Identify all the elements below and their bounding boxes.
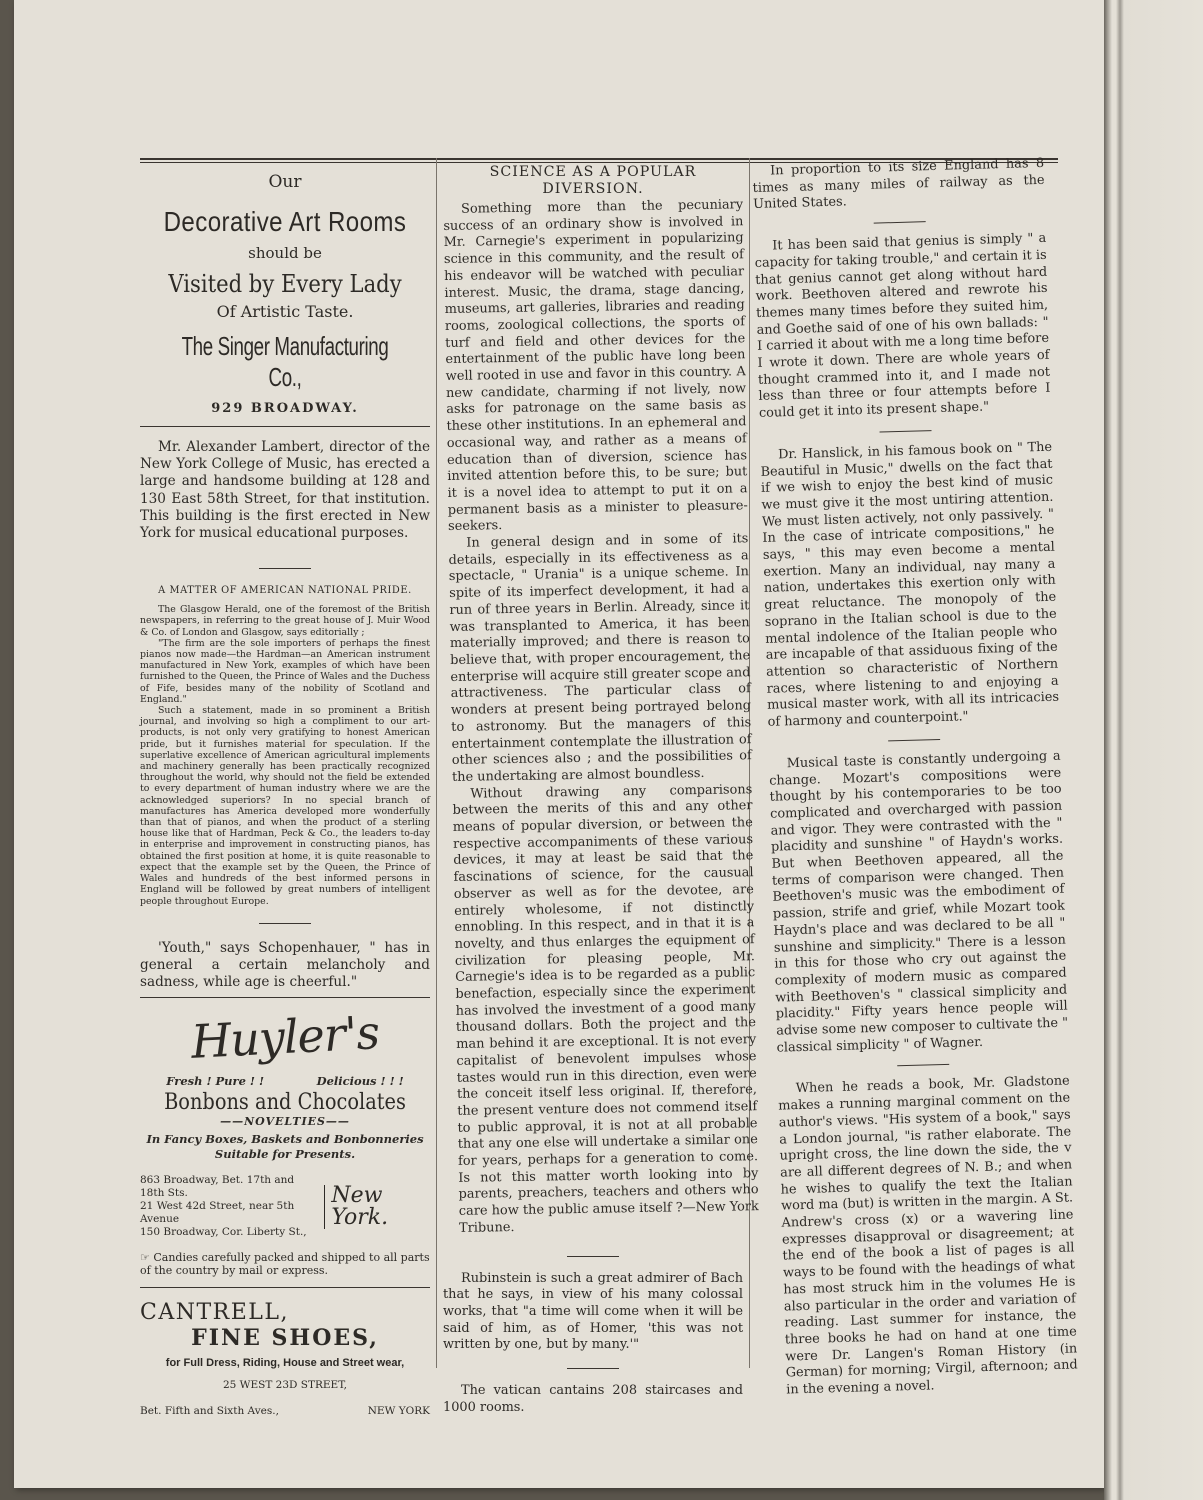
separator <box>888 739 940 741</box>
separator <box>874 221 926 223</box>
huyler-advertisement <box>140 1005 430 1278</box>
huyler-new-york: New York. <box>324 1185 430 1229</box>
ad-should-be: should be <box>248 244 322 262</box>
pride-heading: A MATTER OF AMERICAN NATIONAL PRIDE. <box>158 585 412 597</box>
divider <box>140 426 430 427</box>
ad-artistic-taste: Of Artistic Taste. <box>216 302 354 321</box>
science-paragraph-1: Something more than the pecuniary success of an ordinary show is involved in Mr. Carnegie's experiment in popularizing science in this community, and the result of his endeavor will be watched with peculiar interest. Music, the drama, stage dancing, museums, art galleries, libraries and reading rooms, zoological collections, the sports of turf and field and other devices for the entertainment of the public have long been well rooted in use and favor in this country. A new candidate, charming if not lively, now asks for patronage on the same basis as these other institutions. In an ephemeral and occasional way, and rather as a means of education than of diversion, science has invited attention before this, to be sure; but it is a novel idea to attempt to put it on a permanent basis as a minister to pleasure-seekers. <box>443 197 748 535</box>
science-heading: SCIENCE AS A POPULAR DIVERSION. <box>489 164 697 197</box>
science-article <box>443 197 759 1237</box>
cantrell-location <box>140 1405 430 1417</box>
column-middle <box>443 164 759 1417</box>
ad-visited: Visited by Every Lady <box>168 270 402 298</box>
pride-paragraph-1: The Glasgow Herald, one of the foremost of the British newspapers, in referring to the great house of J. Muir Wood & Co. of London and Glasgow, says editorially ; <box>140 604 430 638</box>
separator <box>259 568 311 569</box>
huyler-logo: Huyler's <box>189 1005 381 1070</box>
science-paragraph-2: In general design and in some of its details, especially in its effectiveness as a spectacle, " Urania" is a unique scheme. In spite of its imperfect development, it had a run of three years in Berlin. Already, since it was transplanted to America, it has been materially improved; and there is reason to believe that, with proper encouragement, the enterprise will acquire still greater scope and attractiveness. The particular class of wonders at present being portrayed belong to astronomy. But the managers of this entertainment contemplate the illustration of other sciences also ; and the possibilities of the undertaking are almost boundless. <box>448 531 752 785</box>
huyler-fancy-boxes: In Fancy Boxes, Baskets and Bonbonneries Suitable for Presents. <box>146 1132 424 1162</box>
huyler-address-2: 21 West 42d Street, near 5th Avenue <box>140 1200 295 1226</box>
schopenhauer-quote: 'Youth," says Schopenhauer, " has in general a certain melancholy and sadness, while age is cheerful." <box>140 939 430 991</box>
genius-article: It has been said that genius is simply " a capacity for taking trouble," and certain it is that genius cannot get along without hard work. Beethoven altered and rewrote his themes many times before they suited him, and Goethe said of one of his own ballads: " I carried it about with me a long time before I wrote it down. There are whole years of thought crammed into it, and I made not less than three or four attempts before I could get it into its present shape." <box>754 230 1051 422</box>
column-divider <box>436 158 437 1368</box>
cantrell-fine-shoes: FINE SHOES, <box>191 1325 379 1352</box>
ad-our: Our <box>268 172 302 192</box>
rubinstein-article: Rubinstein is such a great admirer of Bach that he says, in view of his many colossal works, that "a time will come when it will be said of him, as of Homer, 'this was not written by one, but by many.'" <box>443 1270 743 1353</box>
divider <box>140 997 430 998</box>
huyler-shipping-note: ☞ Candies carefully packed and shipped to all parts of the country by mail or express. <box>140 1251 430 1278</box>
huyler-address-3: 150 Broadway, Cor. Liberty St., <box>140 1226 307 1239</box>
ad-decorative-art: Decorative Art Rooms <box>163 206 407 237</box>
separator <box>897 1064 949 1066</box>
england-article: In proportion to its size England has 8 times as many miles of railway as the United States. <box>752 155 1045 213</box>
cantrell-name: CANTRELL, <box>140 1300 289 1326</box>
separator <box>567 1368 619 1369</box>
huyler-novelties: ——NOVELTIES—— <box>220 1115 350 1129</box>
cantrell-between: Bet. Fifth and Sixth Aves., <box>140 1405 279 1418</box>
adjacent-page-edge <box>1104 0 1203 1500</box>
cantrell-wear: for Full Dress, Riding, House and Street wear, <box>165 1357 405 1370</box>
column-right <box>752 156 1078 1399</box>
separator <box>567 1256 619 1257</box>
huyler-delicious: Delicious ! ! ! <box>316 1074 404 1089</box>
hanslick-article: Dr. Hanslick, in his famous book on " The Beautiful in Music," dwells on the fact that if we wish to enjoy the best kind of music we must give it the most untiring attention. We must listen actively, not only passively. " In the case of intricate compositions," he says, " this may even become a mental exertion. Many an individual, nay many a nation, undertakes this exertion only with great reluctance. The monopoly of the soprano in the Italian school is due to the mental indolence of the Italian people who are incapable of that assiduous fixing of the attention so characteristic of Northern races, where listening to and enjoying a musical master work, with all its intricacies of harmony and counterpoint." <box>760 439 1060 730</box>
pride-paragraph-2: "The firm are the sole importers of perhaps the finest pianos now made—the Hardman—an American instrument manufactured in New York, examples of which have been furnished to the Queen, the Prince of Wales and the Duchess of Fife, besides many of the nobility of Scotland and England." <box>140 637 430 705</box>
huyler-bonbons: Bonbons and Chocolates <box>164 1090 406 1116</box>
divider <box>140 1287 430 1288</box>
gladstone-article: When he reads a book, Mr. Gladstone makes a running marginal comment on the author's views. "His system of a book," says a London journal, "is rather elaborate. The upright cross, the line down the side, the v are all different degrees of N. B.; and when he wishes to qualify the text the Italian word ma (but) is written in the margin. A St. Andrew's cross (x) or a wavering line expresses disapproval or disagreement; at the end of the book a list of pages is all ways to be found with the headings of what has most struck him in the volumes He is also particular in the order and variation of reading. Last summer for instance, the three books he had on hand at one time were Dr. Langen's Roman History (in German) for morning; Virgil, afternoon; and in the evening a novel. <box>778 1073 1078 1398</box>
ad-address: 929 BROADWAY. <box>211 401 359 416</box>
huyler-tagline <box>140 1074 430 1088</box>
column-left <box>140 164 430 1417</box>
musical-taste-article: Musical taste is constantly undergoing a change. Mozart's compositions were thought by his contemporaries to be too complicated and overcharged with passion and vigor. They were contrasted with the " placidity and sunshine " of Haydn's works. But when Beethoven appeared, all the terms of comparison were changed. Then Beethoven's music was the embodiment of passion, strife and grief, while Mozart took Haydn's place and was declared to be all " sunshine and simplicity." There is a lesson in this for those who cry out against the complexity of modern music as compared with Beethoven's " classical simplicity and placidity." Fifty years hence people will advise some new composer to cultivate the " classical simplicity " of Wagner. <box>769 748 1069 1056</box>
ad-singer-company: The Singer Manufacturing Co., <box>181 331 389 392</box>
cantrell-advertisement <box>140 1300 430 1417</box>
cantrell-city: NEW YORK <box>367 1405 430 1418</box>
huyler-address-1: 863 Broadway, Bet. 17th and 18th Sts. <box>140 1174 295 1200</box>
huyler-fresh: Fresh ! Pure ! ! <box>166 1074 265 1089</box>
huyler-addresses <box>140 1174 430 1239</box>
singer-advertisement <box>140 172 430 416</box>
separator <box>880 430 932 432</box>
cantrell-street: 25 WEST 23D STREET, <box>222 1379 348 1392</box>
pride-paragraph-3: Such a statement, made in so prominent a British journal, and involving so high a compliment to our art-products, is not only very gratifying to honest American pride, but it furnishes material for speculation. If the superlative excellence of American agricultural implements and machinery generally has been practically recognized throughout the world, why should not the field be extended to every department of human industry where we are the acknowledged superiors? In no special branch of manufactures has America developed more wonderfully than that of pianos, and when the product of a sterling house like that of Hardman, Peck & Co., the leaders to-day in enterprise and improvement in constructing pianos, has obtained the first position at home, it is quite reasonable to expect that the example set by the Queen, the Prince of Wales and hundreds of the best informed persons in England will be followed by great numbers of intelligent people throughout Europe. <box>140 705 430 907</box>
lambert-article: Mr. Alexander Lambert, director of the New York College of Music, has erected a large and handsome building at 128 and 130 East 58th Street, for that institution. This building is the first erected in New York for musical educational purposes. <box>140 439 430 542</box>
vatican-article: The vatican cantains 208 staircases and 1000 rooms. <box>443 1383 743 1415</box>
separator <box>259 923 311 924</box>
science-paragraph-3: Without drawing any comparisons between the merits of this and any other means of popular diversion, or between the respective accompaniments of these various devices, it may at least be said that the fascinations of science, for the causual observer as well as for the devotee, are entirely wholesome, if not distinctly ennobling. In this respect, and in that it is a novelty, and thus enlarges the equipment of civilization for pleasing people, Mr. Carnegie's idea is to be regarded as a public benefaction, especially since the experiment has involved the investment of a good many thousand dollars. Both the project and the man behind it are exceptional. It is not every capitalist of benevolent impulses whose tastes would run in this direction, even were the conceit itself less original. If, therefore, the present venture does not commend itself to public approval, it is not at all probable that any one else will undertake a similar one for years, perhaps for a generation to come. Is not this matter worth looking into by parents, preachers, teachers and others who care how the public amuse itself ?—New York Tribune. <box>452 781 759 1236</box>
